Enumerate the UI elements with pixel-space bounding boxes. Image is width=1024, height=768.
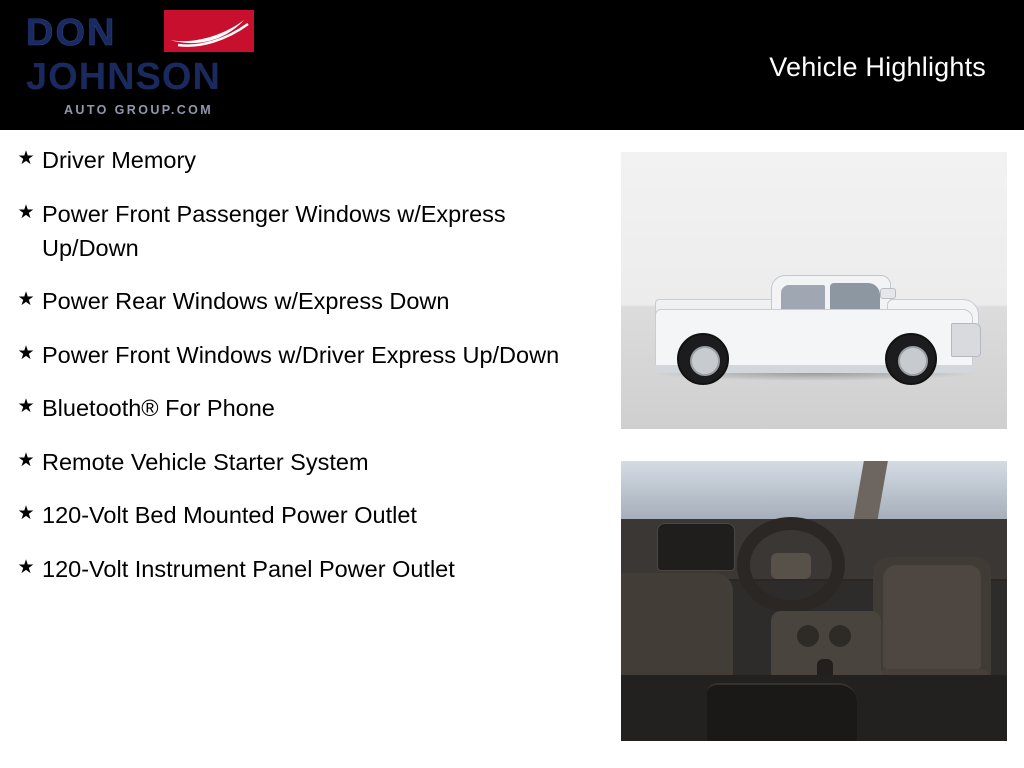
star-bullet-icon: ★ xyxy=(17,148,35,169)
star-bullet-icon: ★ xyxy=(17,201,35,223)
swoosh-icon xyxy=(164,10,254,52)
feature-list xyxy=(10,143,596,605)
page-title: Vehicle Highlights xyxy=(769,52,986,82)
steering-wheel-hub xyxy=(771,553,811,579)
vehicle-exterior-photo xyxy=(621,152,1007,429)
feature-label: Power Front Windows w/Driver Express Up/Down xyxy=(42,341,560,368)
star-bullet-icon: ★ xyxy=(17,503,35,524)
cupholder xyxy=(797,625,819,647)
feature-label: Power Front Passenger Windows w/Express Up/Down xyxy=(42,200,506,261)
feature-label: 120-Volt Instrument Panel Power Outlet xyxy=(42,555,455,582)
star-bullet-icon: ★ xyxy=(17,289,35,310)
list-item xyxy=(10,338,596,372)
feature-label: Driver Memory xyxy=(42,147,197,173)
cupholder xyxy=(829,625,851,647)
list-item xyxy=(10,391,596,425)
dealer-logo[interactable] xyxy=(26,8,254,124)
feature-label: Power Rear Windows w/Express Down xyxy=(42,288,450,314)
list-item xyxy=(10,143,596,177)
logo-tagline: AUTO GROUP.COM xyxy=(64,103,214,117)
star-bullet-icon: ★ xyxy=(17,449,35,471)
interior-windshield xyxy=(621,461,1007,527)
truck-mirror xyxy=(880,288,896,299)
truck-grille xyxy=(951,323,981,357)
list-item xyxy=(10,284,596,318)
logo-text-don: DON xyxy=(26,12,117,54)
page-header xyxy=(0,0,1024,130)
star-bullet-icon: ★ xyxy=(17,396,35,417)
passenger-seat-back xyxy=(883,565,981,669)
feature-label: Bluetooth® For Phone xyxy=(42,395,275,421)
vehicle-interior-photo xyxy=(621,461,1007,741)
feature-label: Remote Vehicle Starter System xyxy=(42,448,369,475)
star-bullet-icon: ★ xyxy=(17,556,35,578)
floor-mat xyxy=(707,683,857,741)
logo-text-johnson: JOHNSON xyxy=(26,56,221,98)
list-item xyxy=(10,552,596,586)
list-item xyxy=(10,445,596,479)
truck-front-wheel xyxy=(885,333,937,385)
truck-rear-wheel xyxy=(677,333,729,385)
list-item xyxy=(10,498,596,532)
star-bullet-icon: ★ xyxy=(17,342,35,364)
feature-label: 120-Volt Bed Mounted Power Outlet xyxy=(42,502,417,528)
list-item xyxy=(10,197,596,265)
instrument-cluster xyxy=(657,523,735,571)
